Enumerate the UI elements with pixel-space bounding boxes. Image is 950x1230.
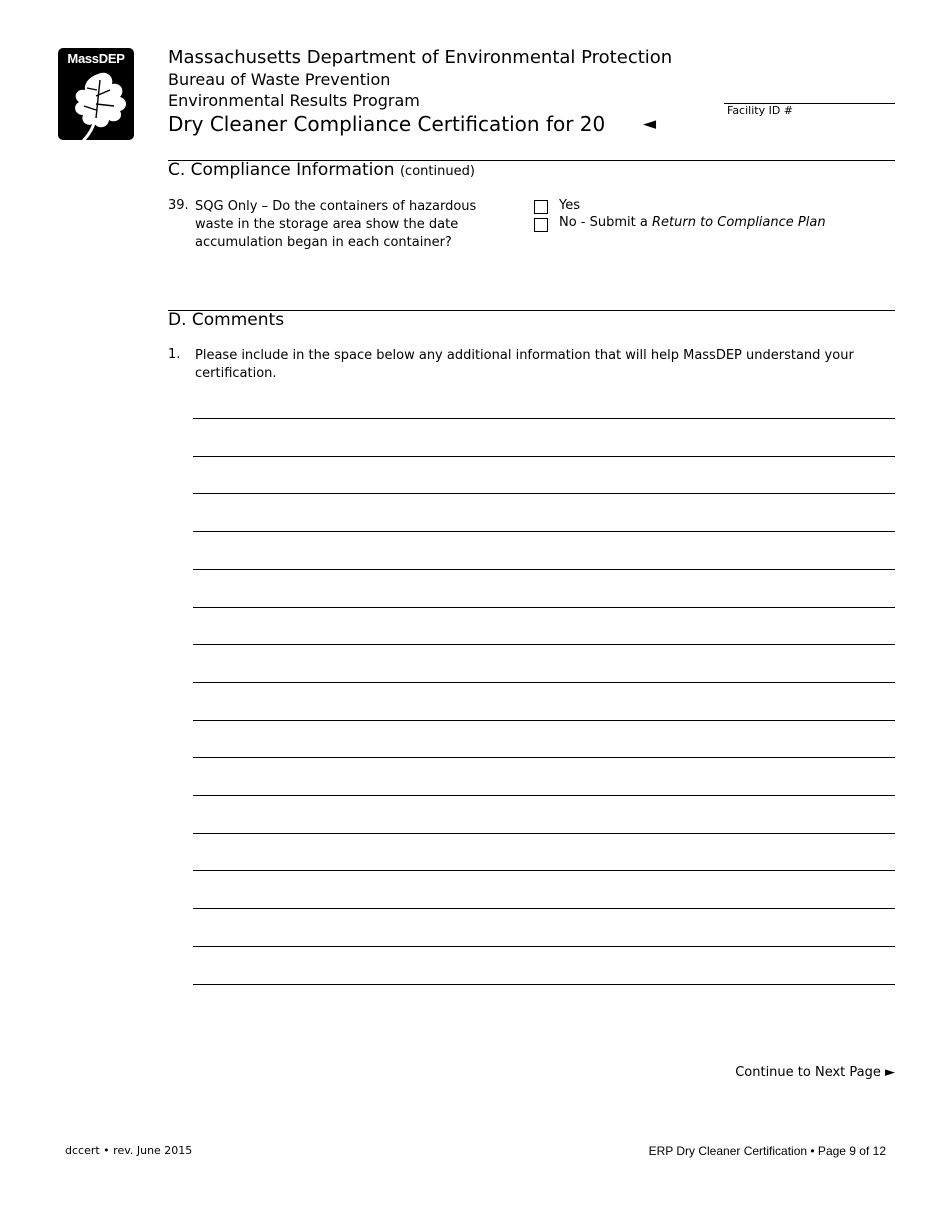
comment-line[interactable] bbox=[193, 493, 895, 494]
no-label-prefix: No - Submit a bbox=[559, 215, 652, 230]
comment-line[interactable] bbox=[193, 644, 895, 645]
oak-leaf-icon bbox=[58, 66, 134, 146]
return-to-compliance-plan: Return to Compliance Plan bbox=[651, 215, 826, 230]
comment-line[interactable] bbox=[193, 908, 895, 909]
section-c-continued: (continued) bbox=[399, 164, 475, 179]
section-d-title: D. Comments bbox=[168, 310, 285, 330]
comment-line[interactable] bbox=[193, 870, 895, 871]
comment-line[interactable] bbox=[193, 682, 895, 683]
question-number: 39. bbox=[168, 198, 189, 213]
massdep-logo bbox=[58, 48, 134, 140]
comment-line[interactable] bbox=[193, 569, 895, 570]
section-c-heading: C. Compliance Information bbox=[168, 160, 395, 180]
comment-line[interactable] bbox=[193, 833, 895, 834]
comment-line[interactable] bbox=[193, 531, 895, 532]
comment-line[interactable] bbox=[193, 795, 895, 796]
footer-page-info: ERP Dry Cleaner Certification • Page 9 of 12 bbox=[648, 1144, 886, 1158]
comment-line[interactable] bbox=[193, 456, 895, 457]
comment-lines[interactable] bbox=[193, 0, 895, 1230]
yes-label: Yes bbox=[559, 198, 580, 213]
comment-line[interactable] bbox=[193, 720, 895, 721]
facility-id-label: Facility ID # bbox=[727, 104, 794, 117]
comment-line[interactable] bbox=[193, 984, 895, 985]
program-name: Environmental Results Program bbox=[168, 91, 420, 110]
footer-revision: dccert • rev. June 2015 bbox=[65, 1144, 193, 1157]
bureau-name: Bureau of Waste Prevention bbox=[168, 70, 391, 89]
comment-line[interactable] bbox=[193, 418, 895, 419]
comment-line[interactable] bbox=[193, 946, 895, 947]
agency-name: Massachusetts Department of Environmental Protection bbox=[168, 47, 673, 68]
logo-text: MassDEP bbox=[67, 51, 125, 66]
comment-instructions: Please include in the space below any additional information that will help MassDEP understand your certification. bbox=[195, 348, 854, 381]
year-pointer-icon: ◄ bbox=[643, 114, 657, 134]
form-title: Dry Cleaner Compliance Certification for 20 bbox=[168, 112, 606, 136]
comment-line[interactable] bbox=[193, 757, 895, 758]
comment-item-number: 1. bbox=[168, 347, 181, 362]
question-text: SQG Only – Do the containers of hazardous waste in the storage area show the date accumulation began in each container? bbox=[195, 199, 477, 250]
continue-to-next-page: Continue to Next Page ► bbox=[735, 1065, 895, 1080]
comment-line[interactable] bbox=[193, 607, 895, 608]
